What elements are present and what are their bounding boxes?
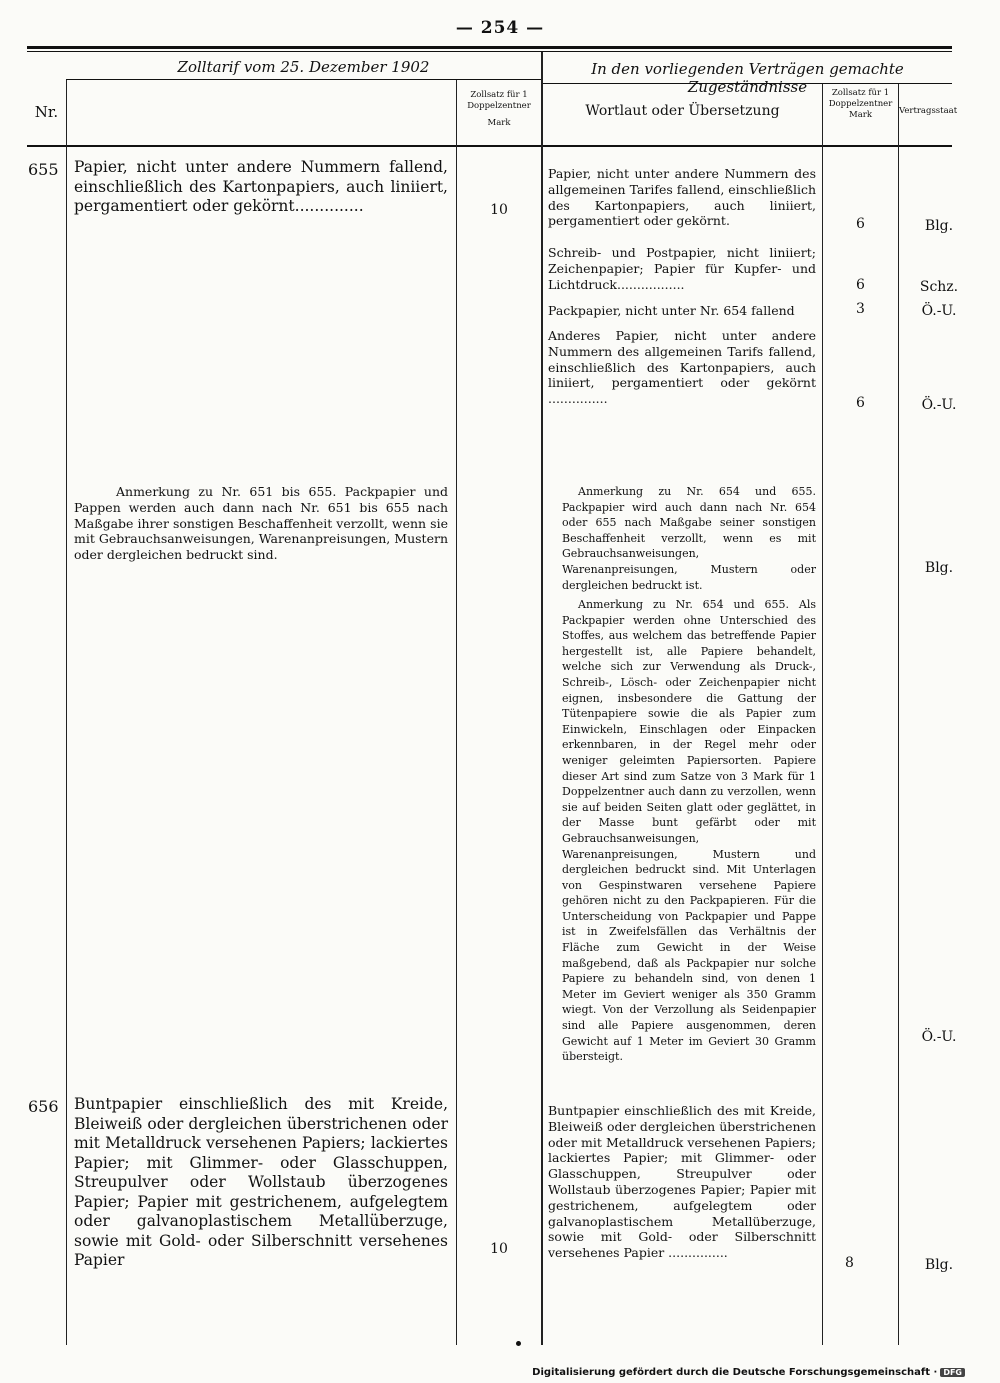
entry-655-text: Papier, nicht unter andere Nummern fallend, einschließlich des Kartonpapiers, auch liniiert, pergamentiert oder gekörnt.............. (74, 158, 448, 215)
entry-655-item-2-rate: 6 (856, 277, 865, 293)
col-rule-rate2 (822, 84, 823, 1345)
header-rate (457, 90, 541, 129)
entry-655-item-3-text: Packpapier, nicht unter Nr. 654 fallend (548, 303, 795, 318)
entry-655-item-2-state: Schz. (919, 279, 959, 295)
entry-655-number: 655 (28, 160, 59, 179)
entry-655-item-3-rate: 3 (856, 301, 865, 317)
header-rate-label: Zollsatz für 1 Doppelzentner (467, 90, 531, 111)
entry-655-item-1-rate: 6 (856, 216, 865, 232)
header-state: Vertragsstaat (899, 106, 958, 116)
entry-655-item-4-text: Anderes Papier, nicht unter andere Nummern des allgemeinen Tarifs fallend, einschließlich des Kartonpapiers, auch liniiert, pergamentiert oder gekörnt ............... (548, 328, 816, 407)
header-nr: Nr. (34, 103, 59, 121)
header-wording: Wortlaut oder Übersetzung (585, 103, 780, 119)
entry-655-item-2-text: Schreib- und Postpapier, nicht liniiert; Zeichenpapier; Papier für Kupfer- und Lichtdruck................. (548, 245, 816, 292)
entry-656-text: Buntpapier einschließlich des mit Kreide, Bleiweiß oder dergleichen überstrichenen oder mit Metalldruck versehenen Papiers; lackiertes Papier; mit Glimmer- oder Glasschuppen, Streupulver oder Wollstaub überzogenes Papier; Papier mit gestrichenem, aufgelegtem oder galvanoplastischem Metallüberzuge, sowie mit Gold- oder Silberschnitt versehenes Papier (74, 1095, 448, 1269)
note-654-655-second: Anmerkung zu Nr. 654 und 655. Als Packpapier werden ohne Unterschied des Stoffes, aus welchem das betreffende Papier hergestellt ist, alle Papiere behandelt, welche sich zur Verwendung als Druck-, Schreib-, Lösch- oder Zeichenpapier nicht eignen, insbesondere die Gattung der Tütenpapiere sowie die als Papier zum Einwickeln, Einschlagen oder Einpacken erkennbaren, in der Regel mehr oder weniger geleimten Papiersorten. Papiere dieser Art sind zum Satze von 3 Mark für 1 Doppelzentner auch dann zu verzollen, wenn sie auf beiden Seiten glatt oder geglättet, in der Masse bunt gefärbt oder mit Gebrauchsanweisungen, Warenanpreisungen, Mustern und dergleichen bedruckt sind. Mit Unterlagen von Gespinstwaren versehene Papiere gehören nicht zu den Packpapieren. Für die Unterscheidung von Packpapier und Pappe ist in Zweifelsfällen das Verhältnis der Fläche zum Gewicht in der Weise maßgebend, daß als Packpapier nur solche Papiere zu behandeln sind, von denen 1 Meter im Geviert weniger als 350 Gramm wiegt. Von der Verzollung als Seidenpapier sind alle Papiere ausgenommen, deren Gewicht auf 1 Meter im Geviert 30 Gramm übersteigt. (562, 598, 816, 1064)
header-right-title: In den vorliegenden Verträgen gemachte Zugeständnisse (591, 60, 904, 96)
footer-text: Digitalisierung gefördert durch die Deutsche Forschungsgemeinschaft · (532, 1367, 938, 1378)
col-rule-rate (456, 80, 457, 1345)
header-left-title: Zolltarif vom 25. Dezember 1902 (177, 58, 430, 76)
header-rate-unit: Mark (487, 118, 511, 128)
top-rule (27, 46, 952, 49)
entry-656-item-rate: 8 (845, 1255, 854, 1271)
entry-655-item-4-state: Ö.-U. (921, 397, 957, 413)
note-654-655-first-state: Blg. (924, 560, 954, 576)
note-654-655-first: Anmerkung zu Nr. 654 und 655. Packpapier wird auch dann nach Nr. 654 oder 655 nach Maßgabe seiner sonstigen Beschaffenheit verzollt, wenn es mit Gebrauchsanweisungen, Warenanpreisungen, Mustern oder dergleichen bedruckt ist. (562, 485, 816, 592)
header-bottom-rule (27, 145, 952, 147)
entry-655-item-3-state: Ö.-U. (921, 303, 957, 319)
header-rate2 (823, 88, 898, 121)
note-654-655-second-state: Ö.-U. (921, 1029, 957, 1045)
entry-656-rate: 10 (490, 1241, 508, 1257)
header-rule-left (66, 79, 541, 80)
col-rule-state (898, 84, 899, 1345)
top-rule-thin (27, 51, 952, 52)
page-number: — 254 — (455, 18, 545, 38)
header-rate2-unit: Mark (849, 110, 872, 120)
ink-dot (516, 1341, 521, 1346)
entry-656-number: 656 (28, 1097, 59, 1116)
header-rate2-label: Zollsatz für 1 Doppelzentner (828, 88, 893, 109)
col-rule-nr (66, 80, 67, 1345)
entry-655-item-1-state: Blg. (924, 218, 954, 234)
entry-655-item-1-text: Papier, nicht unter andere Nummern des allgemeinen Tarifes fallend, einschließlich des Kartonpapiers, auch liniiert, pergamentiert oder gekörnt. (548, 166, 816, 229)
footer-credit (532, 1367, 965, 1378)
dfg-logo: DFG (940, 1368, 965, 1377)
entry-656-item-state: Blg. (924, 1257, 954, 1273)
col-rule-middle (541, 52, 543, 1345)
note-651-655: Anmerkung zu Nr. 651 bis 655. Packpapier und Pappen werden auch dann nach Nr. 651 bis 655 nach Maßgabe ihrer sonstigen Beschaffenheit verzollt, wenn sie mit Gebrauchsanweisungen, Warenanpreisungen, Mustern oder dergleichen bedruckt sind. (74, 484, 448, 563)
entry-655-item-4-rate: 6 (856, 395, 865, 411)
entry-655-rate: 10 (490, 202, 508, 218)
entry-656-item-text: Buntpapier einschließlich des mit Kreide, Bleiweiß oder dergleichen überstrichenen oder mit Metalldruck versehenen Papiers; lackiertes Papier; mit Glimmer- oder Glasschuppen, Streupulver oder Wollstaub überzogenes Papier; Papier mit gestrichenem, aufgelegtem oder galvanoplastischem Metallüberzuge, sowie mit Gold- oder Silberschnitt versehenes Papier ............... (548, 1103, 816, 1261)
